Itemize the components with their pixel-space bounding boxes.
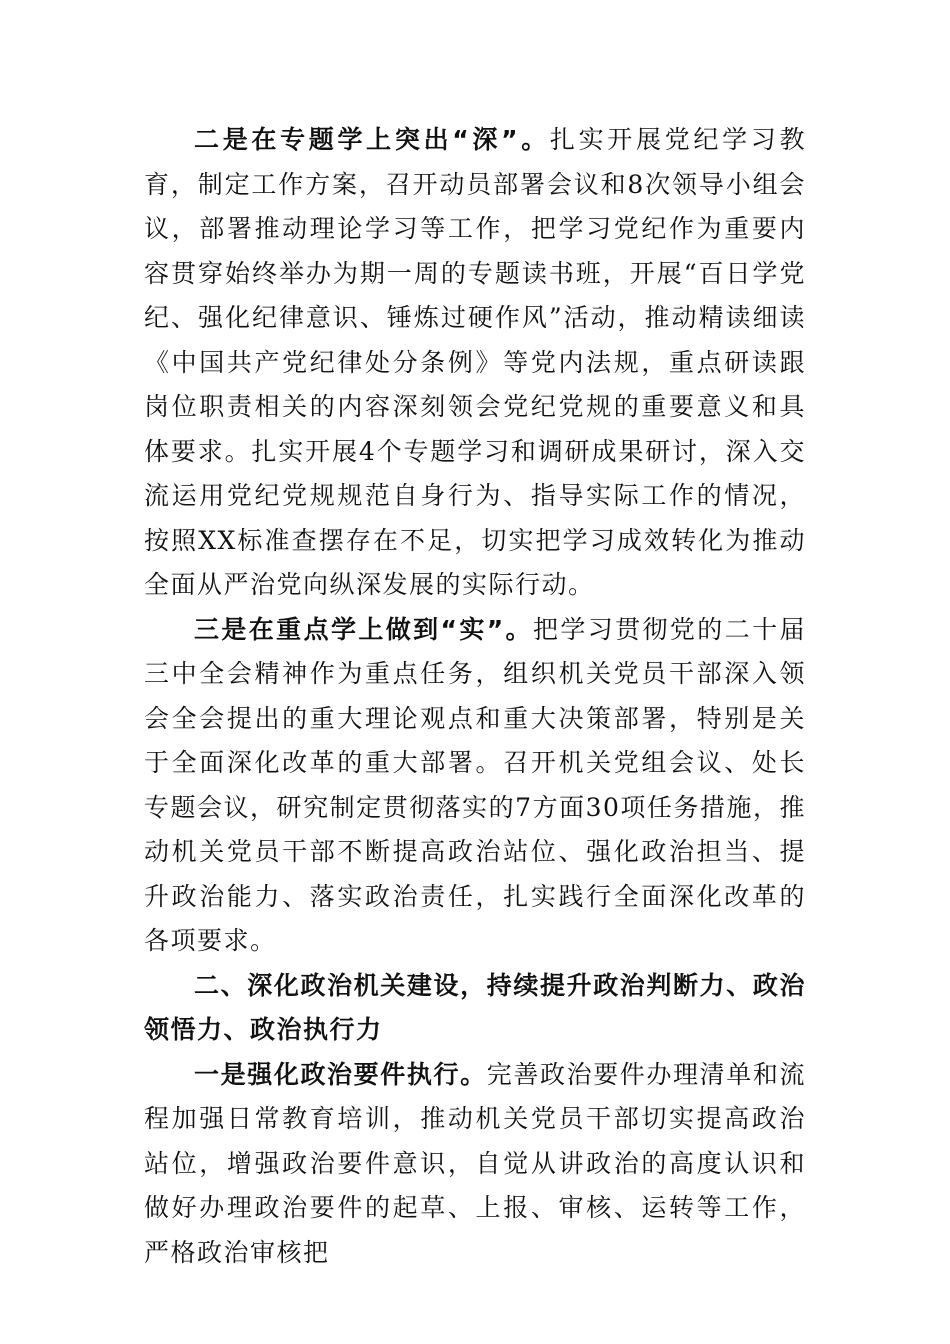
paragraph-lead: 三是在重点学上做到“实”。 <box>194 614 533 644</box>
paragraph-lead: 二是在专题学上突出“深”。 <box>194 125 550 154</box>
paragraph-key-study <box>144 608 806 964</box>
paragraph-lead: 一是强化政治要件执行。 <box>194 1059 487 1089</box>
section-heading: 二、深化政治机关建设，持续提升政治判断力、政治领悟力、政治执行力 <box>144 970 806 1044</box>
paragraph-text: 把学习贯彻党的二十届三中全会精神作为重点任务，组织机关党员干部深入领会全会提出的重大理论观点和重大决策部署，特别是关于全面深化改革的重大部署。召开机关党组会议、处长专题会议，研究制定贯彻落实的7方面30项任务措施，推动机关党员干部不断提高政治站位、强化政治担当、提升政治能力、落实政治责任，扎实践行全面深化改革的各项要求。 <box>144 614 806 955</box>
paragraph-text: 扎实开展党纪学习教育，制定工作方案，召开动员部署会议和8次领导小组会议，部署推动理论学习等工作，把学习党纪作为重要内容贯穿始终举办为期一周的专题读书班，开展“百日学党纪、强化纪律意识、锤炼过硬作风”活动，推动精读细读《中国共产党纪律处分条例》等党内法规，重点研读跟岗位职责相关的内容深刻领会党纪党规的重要意义和具体要求。扎实开展4个专题学习和调研成果研讨，深入交流运用党纪党规规范自身行为、指导实际工作的情况，按照XX标准查摆存在不足，切实把学习成效转化为推动全面从严治党向纵深发展的实际行动。 <box>144 125 806 599</box>
paragraph-political-documents <box>144 1053 806 1276</box>
document-body <box>144 118 806 1275</box>
paragraph-deep-study <box>144 118 806 608</box>
paragraph-text: 完善政治要件办理清单和流程加强日常教育培训，推动机关党员干部切实提高政治站位，增强政治要件意识，自觉从讲政治的高度认识和做好办理政治要件的起草、上报、审核、运转等工作，严格政治审核把 <box>144 1059 806 1267</box>
